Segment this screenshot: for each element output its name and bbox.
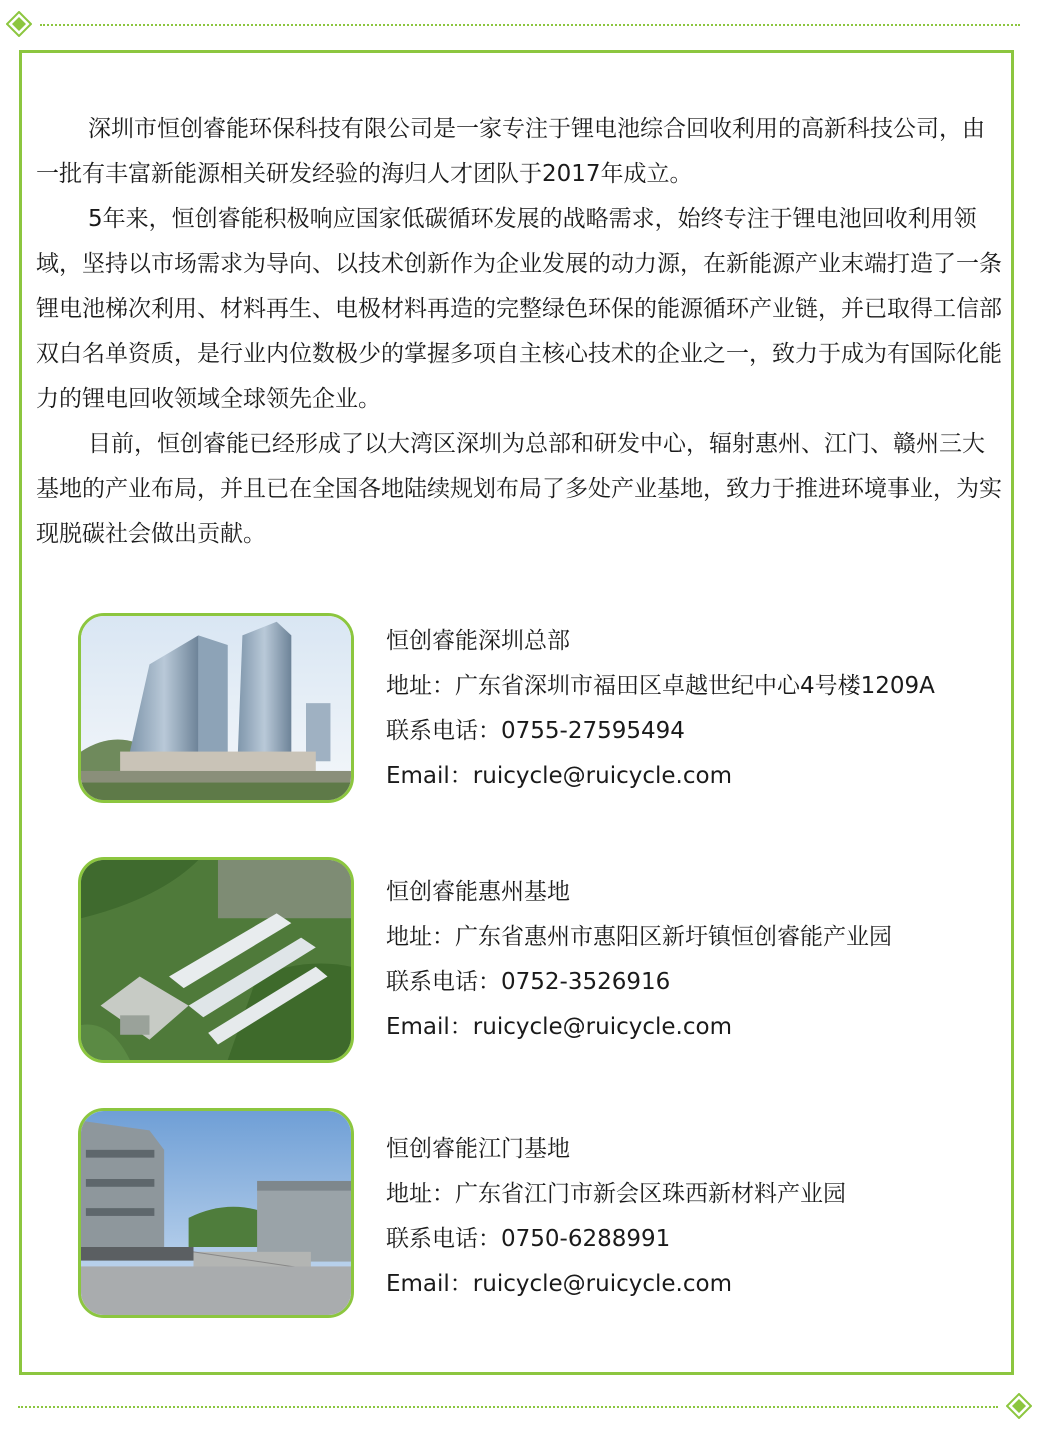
site-name: 恒创睿能惠州基地	[386, 879, 570, 905]
site-jiangmen	[78, 1108, 978, 1308]
intro-paragraph-1: 深圳市恒创睿能环保科技有限公司是一家专注于锂电池综合回收利用的高新科技公司，由一批有丰富新能源相关研发经验的海归人才团队于2017年成立。	[36, 116, 985, 187]
site-phone: 联系电话：0755-27595494	[386, 718, 685, 744]
top-dotted-line	[40, 24, 1020, 26]
jiangmen-base-photo	[78, 1108, 354, 1318]
site-address: 地址：广东省惠州市惠阳区新圩镇恒创睿能产业园	[386, 924, 892, 950]
huizhou-info	[386, 870, 986, 1050]
site-name: 恒创睿能深圳总部	[386, 628, 570, 654]
bottom-diamond-icon	[1006, 1393, 1032, 1419]
shenzhen-hq-photo	[78, 613, 354, 803]
site-phone: 联系电话：0752-3526916	[386, 969, 671, 995]
top-diamond-icon	[6, 11, 32, 37]
site-shenzhen	[78, 613, 978, 813]
jiangmen-info	[386, 1127, 986, 1307]
site-address: 地址：广东省江门市新会区珠西新材料产业园	[386, 1181, 846, 1207]
shenzhen-info	[386, 619, 986, 799]
site-address: 地址：广东省深圳市福田区卓越世纪中心4号楼1209A	[386, 673, 935, 699]
bottom-dotted-line	[18, 1406, 998, 1408]
site-email: Email：ruicycle@ruicycle.com	[386, 763, 732, 789]
intro-paragraph-3: 目前，恒创睿能已经形成了以大湾区深圳为总部和研发中心，辐射惠州、江门、赣州三大基地的产业布局，并且已在全国各地陆续规划布局了多处产业基地，致力于推进环境事业，为实现脱碳社会做出贡献。	[36, 431, 1002, 547]
site-huizhou	[78, 857, 978, 1057]
huizhou-base-photo	[78, 857, 354, 1063]
intro-text	[36, 107, 1004, 557]
site-email: Email：ruicycle@ruicycle.com	[386, 1014, 732, 1040]
site-phone: 联系电话：0750-6288991	[386, 1226, 671, 1252]
site-email: Email：ruicycle@ruicycle.com	[386, 1271, 732, 1297]
intro-paragraph-2: 5年来，恒创睿能积极响应国家低碳循环发展的战略需求，始终专注于锂电池回收利用领域，坚持以市场需求为导向、以技术创新作为企业发展的动力源，在新能源产业末端打造了一条锂电池梯次利用、材料再生、电极材料再造的完整绿色环保的能源循环产业链，并已取得工信部双白名单资质，是行业内位数极少的掌握多项自主核心技术的企业之一，致力于成为有国际化能力的锂电回收领域全球领先企业。	[36, 206, 1002, 412]
site-name: 恒创睿能江门基地	[386, 1136, 570, 1162]
